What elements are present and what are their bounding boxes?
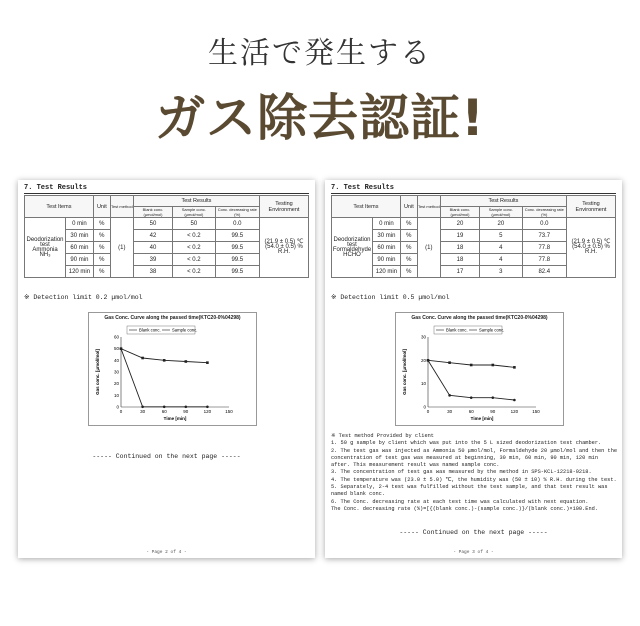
unit-cell: % — [93, 242, 110, 254]
detection-limit: ※ Detection limit 0.2 μmol/mol — [24, 294, 143, 301]
environment-cell: (21.9 ± 0.5) ℃ (54.0 ± 0.5) % R.H. — [567, 218, 616, 278]
col-sample: Sample conc. (μmol/mol) — [173, 207, 215, 218]
time-cell: 90 min — [373, 254, 401, 266]
data-point — [470, 396, 473, 399]
line-chart — [89, 313, 256, 425]
chart-container — [395, 312, 564, 426]
data-point — [185, 360, 188, 363]
test-item-line: test — [347, 241, 357, 248]
blank-cell: 19 — [440, 230, 479, 242]
unit-cell: % — [400, 218, 417, 230]
sample-cell: < 0.2 — [173, 266, 215, 278]
data-point — [206, 361, 209, 364]
note-line: 3. The concentration of test gas was measured by the method in SPS-KCL-12218-0218. — [331, 469, 592, 476]
col-test-results: Test Results — [133, 196, 259, 207]
col-sample: Sample conc. (μmol/mol) — [480, 207, 522, 218]
unit-cell: % — [93, 266, 110, 278]
detection-limit: ※ Detection limit 0.5 μmol/mol — [331, 294, 450, 301]
test-item-line: Ammonia — [32, 246, 58, 253]
blank-cell: 18 — [440, 242, 479, 254]
test-item-line: HCHO — [343, 251, 361, 258]
time-cell: 120 min — [373, 266, 401, 278]
blank-cell: 50 — [133, 218, 172, 230]
sample-cell: < 0.2 — [173, 230, 215, 242]
x-tick-label: 0 — [426, 409, 430, 414]
x-tick-label: 60 — [468, 409, 474, 414]
note-line: 6. The Conc. decreasing rate at each test time was calculated with next equation. — [331, 498, 589, 505]
environment-cell: (21.9 ± 0.5) ℃ (54.0 ± 0.5) % R.H. — [260, 218, 309, 278]
x-tick-label: 90 — [183, 409, 189, 414]
sample-cell: < 0.2 — [173, 254, 215, 266]
y-tick-label: 40 — [113, 357, 119, 363]
x-tick-label: 120 — [203, 409, 212, 414]
y-tick-label: 30 — [113, 369, 119, 375]
test-item-line: Deodorization — [333, 236, 371, 243]
col-unit: Unit — [93, 196, 110, 218]
y-tick-label: 10 — [420, 381, 426, 387]
note-line: 4. The temperature was (23.0 ± 5.0) ℃, the humidity was (50 ± 10) % R.H. during the test. — [331, 476, 617, 483]
y-tick-label: 20 — [113, 381, 119, 387]
note-line: 1. 50 g sample by client which was put into the 5 L sized deodorization test chamber. — [331, 440, 602, 447]
rate-cell: 77.8 — [522, 242, 566, 254]
test-item-line: Deodorization — [26, 236, 64, 243]
method-cell: (1) — [110, 218, 133, 278]
report-page-2 — [18, 180, 315, 558]
sample-cell: 4 — [480, 242, 522, 254]
test-item-line: Formaldehyde — [332, 246, 372, 253]
sample-cell: < 0.2 — [173, 242, 215, 254]
data-point — [120, 347, 123, 350]
col-unit: Unit — [400, 196, 417, 218]
rate-cell: 99.5 — [215, 230, 259, 242]
rate-cell: 99.5 — [215, 266, 259, 278]
data-point — [448, 361, 451, 364]
col-rate: Conc. decreasing rate (%) — [522, 207, 566, 218]
unit-cell: % — [400, 242, 417, 254]
data-point — [427, 359, 430, 362]
y-axis-label: Gas conc. [μmol/mol] — [402, 349, 407, 395]
col-testing-env: Testing Environment — [260, 196, 309, 218]
col-test-method: Test method — [110, 196, 133, 218]
time-cell: 120 min — [66, 266, 94, 278]
data-point — [513, 399, 516, 402]
test-item-cell — [332, 218, 373, 278]
note-line: 2. The test gas was injected as Ammonia 50 μmol/mol, Formaldehyde 20 μmol/mol and then the — [331, 447, 618, 454]
x-tick-label: 90 — [490, 409, 496, 414]
note-line: named blank conc. — [331, 491, 386, 498]
unit-cell: % — [93, 218, 110, 230]
rate-cell: 0.0 — [522, 218, 566, 230]
note-line: 5. Separately, 2-4 test was fulfilled without the test sample, and that test result was — [331, 484, 608, 491]
sample-cell: 20 — [480, 218, 522, 230]
col-test-items: Test Items — [25, 196, 94, 218]
continued-note: ----- Continued on the next page ----- — [92, 453, 241, 460]
y-tick-label: 20 — [420, 357, 426, 363]
test-item-cell — [25, 218, 66, 278]
chart-container — [88, 312, 257, 426]
time-cell: 60 min — [373, 242, 401, 254]
blank-cell: 42 — [133, 230, 172, 242]
y-tick-label: 0 — [423, 404, 426, 410]
col-test-method: Test method — [417, 196, 440, 218]
rate-cell: 82.4 — [522, 266, 566, 278]
time-cell: 90 min — [66, 254, 94, 266]
method-cell: (1) — [417, 218, 440, 278]
x-tick-label: 150 — [225, 409, 233, 414]
page-number: - Page 2 of 4 - — [146, 550, 187, 555]
data-point — [141, 357, 144, 360]
data-point — [141, 405, 144, 408]
time-cell: 30 min — [373, 230, 401, 242]
rate-cell: 99.5 — [215, 242, 259, 254]
y-tick-label: 30 — [420, 334, 426, 340]
col-test-items: Test Items — [332, 196, 401, 218]
data-point — [470, 364, 473, 367]
blank-cell: 20 — [440, 218, 479, 230]
note-line: after. This measurement result was named sample conc. — [331, 462, 500, 469]
data-point — [492, 396, 495, 399]
col-test-results: Test Results — [440, 196, 566, 207]
x-tick-label: 60 — [161, 409, 167, 414]
x-axis-label: Time [min] — [163, 416, 187, 421]
x-axis-label: Time [min] — [470, 416, 494, 421]
section-title: 7. Test Results — [24, 184, 309, 194]
unit-cell: % — [400, 266, 417, 278]
unit-cell: % — [400, 254, 417, 266]
col-blank: Blank conc. (μmol/mol) — [133, 207, 172, 218]
sample-cell: 3 — [480, 266, 522, 278]
legend-label: Sample conc. — [479, 327, 505, 333]
hero-title: ガス除去認証! — [155, 89, 485, 147]
test-method-notes — [331, 433, 618, 513]
x-tick-label: 30 — [140, 409, 146, 414]
page-number: - Page 3 of 4 - — [453, 550, 494, 555]
series-line — [121, 349, 207, 407]
time-cell: 60 min — [66, 242, 94, 254]
time-cell: 0 min — [373, 218, 401, 230]
legend-label: Blank conc. — [446, 327, 468, 333]
time-cell: 30 min — [66, 230, 94, 242]
note-line: concentration of test gas was measured at beginning, 30 min, 60 min, 90 min, 120 min — [331, 454, 599, 461]
rate-cell: 99.5 — [215, 254, 259, 266]
blank-cell: 39 — [133, 254, 172, 266]
data-point — [163, 405, 166, 408]
x-tick-label: 120 — [510, 409, 519, 414]
unit-cell: % — [93, 254, 110, 266]
x-tick-label: 0 — [119, 409, 123, 414]
col-blank: Blank conc. (μmol/mol) — [440, 207, 479, 218]
results-table — [331, 195, 616, 278]
legend-label: Blank conc. — [139, 327, 161, 333]
sample-cell: 4 — [480, 254, 522, 266]
continued-note: ----- Continued on the next page ----- — [399, 529, 548, 536]
blank-cell: 18 — [440, 254, 479, 266]
sample-cell: 50 — [173, 218, 215, 230]
test-item-line: NH₃ — [39, 251, 51, 258]
note-line: The Conc. decreasing rate (%)=[{(blank conc.)-(sample conc.)}/(blank conc.)×100.End. — [331, 505, 599, 512]
blank-cell: 17 — [440, 266, 479, 278]
x-tick-label: 30 — [447, 409, 453, 414]
y-tick-label: 50 — [113, 346, 119, 352]
unit-cell: % — [93, 230, 110, 242]
chart-title: Gas Conc. Curve along the passed time(KTC20-0%04298) — [104, 315, 241, 321]
data-point — [492, 364, 495, 367]
data-point — [163, 359, 166, 362]
data-point — [448, 394, 451, 397]
rate-cell: 77.8 — [522, 254, 566, 266]
y-tick-label: 0 — [116, 404, 119, 410]
section-title: 7. Test Results — [331, 184, 616, 194]
col-testing-env: Testing Environment — [567, 196, 616, 218]
y-tick-label: 60 — [113, 334, 119, 340]
blank-cell: 40 — [133, 242, 172, 254]
line-chart — [396, 313, 563, 425]
test-item-line: test — [40, 241, 50, 248]
chart-title: Gas Conc. Curve along the passed time(KTC20-0%04298) — [411, 315, 548, 321]
rate-cell: 0.0 — [215, 218, 259, 230]
time-cell: 0 min — [66, 218, 94, 230]
results-table — [24, 195, 309, 278]
table-row — [332, 218, 616, 230]
rate-cell: 73.7 — [522, 230, 566, 242]
blank-cell: 38 — [133, 266, 172, 278]
unit-cell: % — [400, 230, 417, 242]
report-page-3 — [325, 180, 622, 558]
col-rate: Conc. decreasing rate (%) — [215, 207, 259, 218]
data-point — [185, 405, 188, 408]
table-row — [25, 218, 309, 230]
y-tick-label: 10 — [113, 392, 119, 398]
hero-subtitle: 生活で発生する — [208, 36, 432, 71]
sample-cell: 5 — [480, 230, 522, 242]
x-tick-label: 150 — [532, 409, 540, 414]
legend-label: Sample conc. — [172, 327, 198, 333]
data-point — [206, 405, 209, 408]
y-axis-label: Gas conc. [μmol/mol] — [95, 349, 100, 395]
data-point — [513, 366, 516, 369]
note-line: ※ Test method Provided by client — [331, 433, 434, 439]
